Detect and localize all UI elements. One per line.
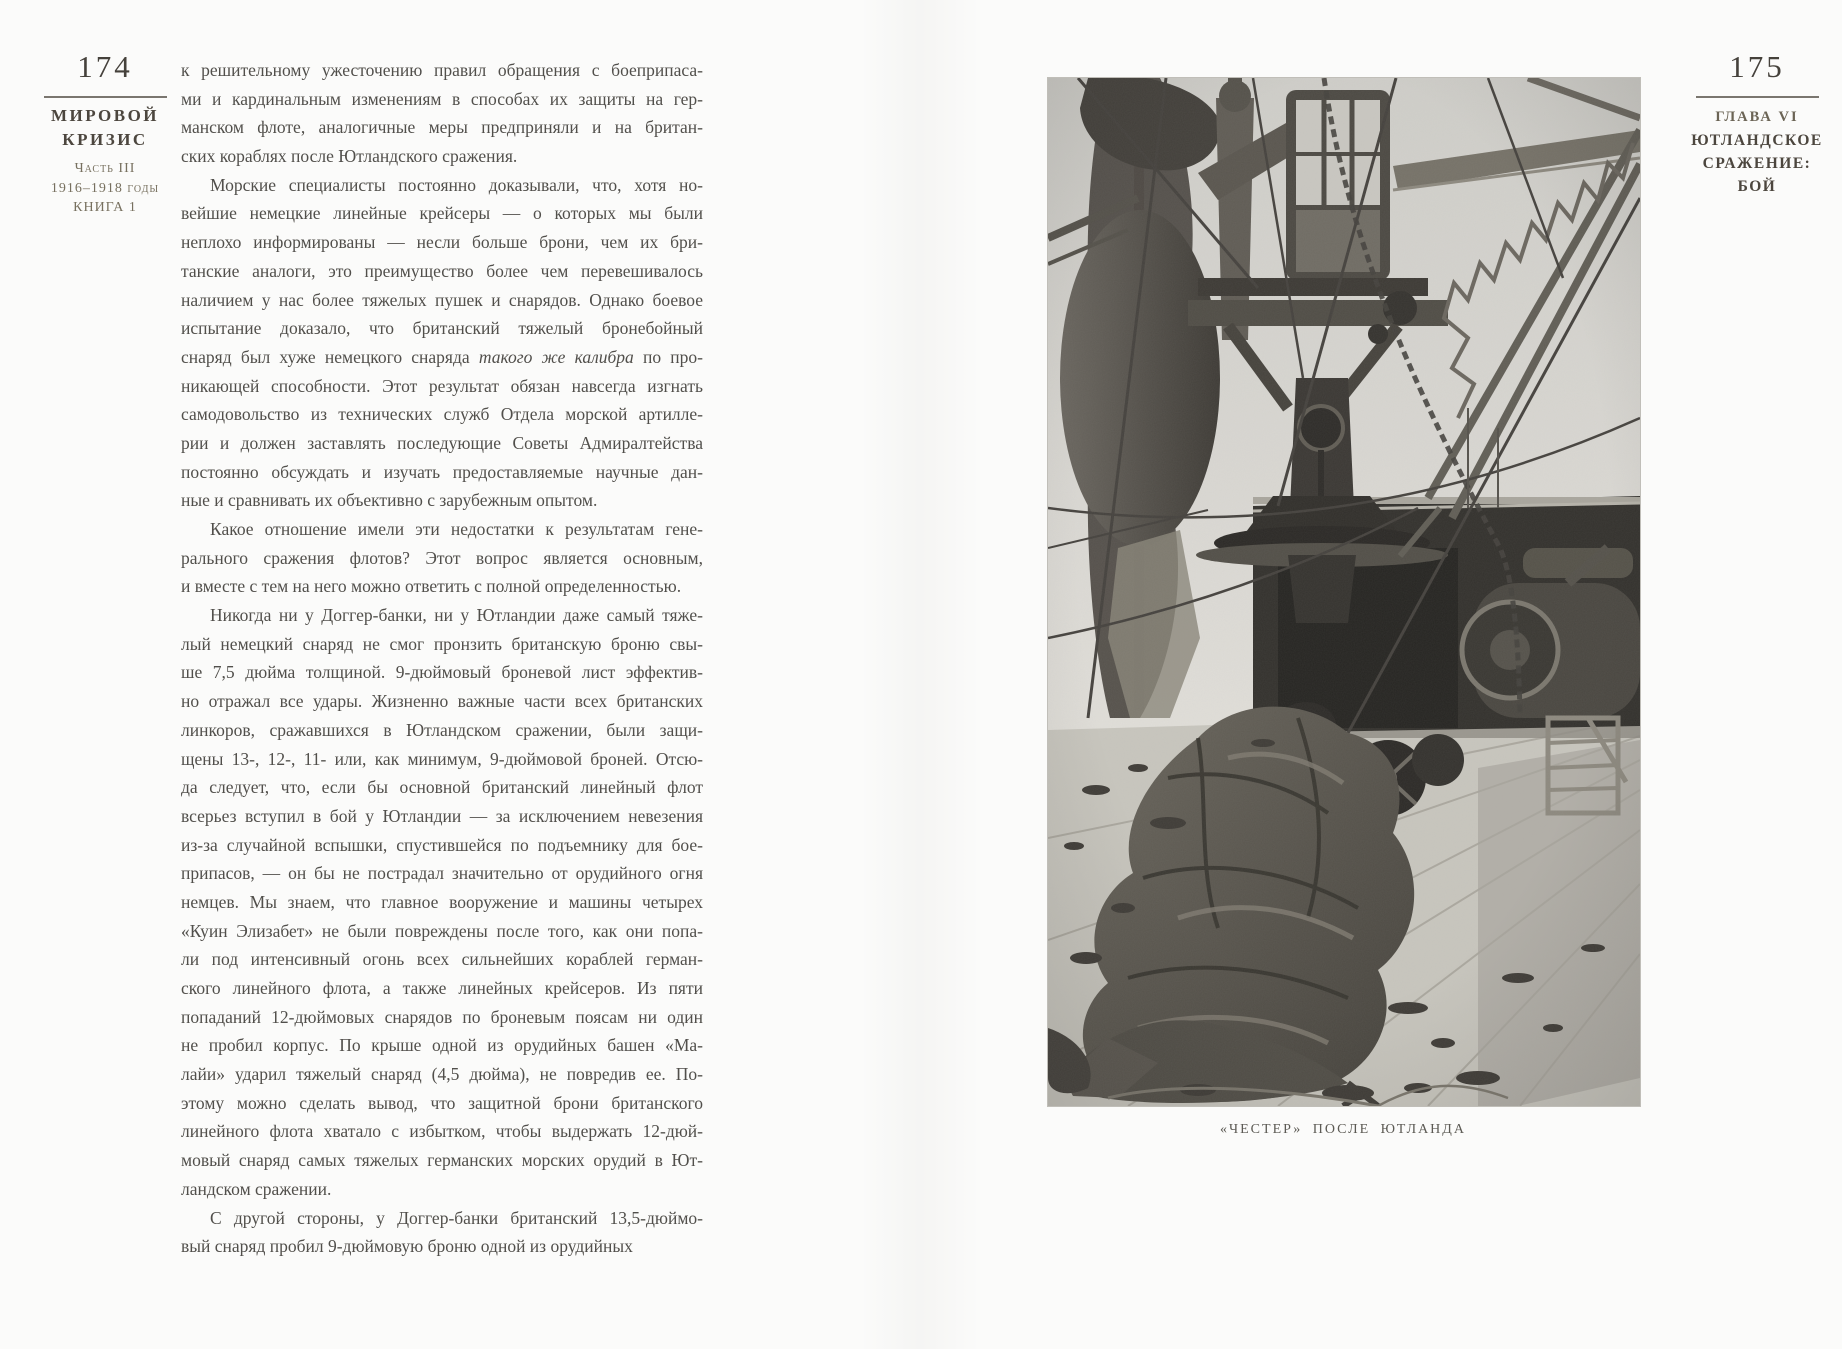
text-line: манском флоте, аналогичные меры предприняли и на британ- [181,117,703,138]
right-header-rule [1696,96,1819,98]
text-line: Какое отношение имели эти недостатки к результатам гене- [210,519,703,539]
text-line: ми и кардинальным изменениям в способах их защиты на гер- [181,88,703,109]
text-line: лайи» ударил тяжелый снаряд (4,5 дюйма), не повредив ее. По- [181,1064,703,1085]
text-line: наличием у нас более тяжелых пушек и снарядов. Однако боевое [181,289,703,310]
text-line: Никогда ни у Доггер-банки, ни у Ютландии даже самый тяже- [210,605,703,626]
text-line: этому можно сделать вывод, что защитной брони британского [181,1092,703,1113]
right-page-number: 175 [1729,49,1785,84]
text-line: немцев. Мы знаем, что главное вооружение и машины четырех [181,891,703,912]
text-line: танские аналоги, это преимущество более чем перевешивалось [181,260,703,281]
paragraph [181,56,703,171]
text-line: не пробил корпус. По крыше одной из орудийных башен «Ма- [181,1035,703,1056]
text-line: лый немецкий снаряд не смог пронзить британскую броню свы- [181,633,703,654]
text-line: ные и сравнивать их объективно с зарубежным опытом. [181,490,598,511]
chapter-heading [1682,106,1832,198]
chapter-title-line: ЮТЛАНДСКОЕ [1691,132,1823,149]
text-line: С другой стороны, у Доггер-банки британский 13,5-дюймо- [210,1207,703,1228]
edition-part: Часть III [74,161,136,176]
right-page-header [1692,50,1822,84]
chapter-title-line: СРАЖЕНИЕ: [1702,155,1812,172]
text-line: линейного флота хватало с избытком, чтобы выдержать 12-дюй- [181,1121,703,1142]
page-body-text [181,56,703,1261]
left-header-rule [44,96,167,98]
text-line: рального сражения флотов? Этот вопрос является основным, [181,547,703,568]
paragraph [181,1204,703,1261]
edition-book: КНИГА 1 [73,200,137,215]
photo-caption: «ЧЕСТЕР» ПОСЛЕ ЮТЛАНДА [1220,1122,1466,1137]
text-line: снаряд был хуже немецкого снаряда такого же калибра по про- [181,346,703,367]
text-line: всерьез вступил в бой у Ютландии — за исключением невезения [181,805,703,826]
text-line: неплохо информированы — несли больше брони, чем их бри- [181,232,703,253]
text-line: Морские специалисты постоянно доказывали, что, хотя но- [210,174,703,195]
text-line: к решительному ужесточению правил обращения с боеприпаса- [181,60,703,80]
running-title-line: МИРОВОЙ [50,106,160,125]
paragraph [181,515,703,601]
paragraph [181,171,703,515]
edition-years: 1916–1918 годы [50,180,160,196]
text-line: ли под интенсивный огонь всех сильнейших кораблей герман- [181,949,703,970]
book-running-title [40,104,170,218]
text-line: самодовольство из технических служб Отдела морской артилле- [181,404,703,425]
text-line: попаданий 12-дюймовых снарядов по броневым поясам ни один [181,1006,703,1027]
text-line: вый снаряд пробил 9-дюймовую броню одной из орудийных [181,1236,633,1257]
text-line: из-за случайной вспышки, спустившейся по подъемнику для бое- [181,834,703,855]
text-line: «Куин Элизабет» не были повреждены после того, как они попа- [181,920,703,941]
text-line: никающей способности. Этот результат обязан навсегда изгнать [181,375,703,396]
text-line: припасов, — он бы не пострадал значительно от орудийного огня [181,863,703,884]
text-line: но отражал все удары. Жизненно важные части всех британских [181,691,703,712]
text-line: постоянно обсуждать и изучать предоставляемые научные дан- [181,461,703,482]
left-page-header [40,50,170,84]
photo-illustration [1047,77,1641,1107]
text-line: мовый снаряд самых тяжелых германских морских орудий в Ют- [181,1150,703,1171]
text-line: ландском сражении. [181,1178,332,1199]
text-line: ского линейного флота, а также линейных крейсеров. Из пяти [181,978,703,998]
chapter-label: ГЛАВА VI [1715,109,1799,125]
text-line: и вместе с тем на него можно ответить с полной определенностью. [181,576,682,597]
text-line: да следует, что, если бы основной британский линейный флот [181,777,703,798]
text-line: рии и должен заставлять последующие Советы Адмиралтейства [181,432,703,453]
text-line: щены 13-, 12-, 11- или, как минимум, 9-дюймовой броней. Отсю- [181,748,703,769]
text-line: ских кораблях после Ютландского сражения. [181,146,518,167]
paragraph [181,601,703,1203]
text-line: испытание доказало, что британский тяжелый бронебойный [181,318,703,339]
chapter-title-line: БОЙ [1737,178,1777,195]
text-line: ше 7,5 дюйма толщиной. 9-дюймовый броневой лист эффектив- [181,662,703,683]
text-line: линкоров, сражавшихся в Ютландском сражении, были защи- [181,719,703,740]
text-line: вейшие немецкие линейные крейсеры — о которых мы были [181,203,703,224]
left-page-number: 174 [77,49,133,84]
running-title-line: КРИЗИС [62,130,148,149]
page-gutter [860,0,980,1349]
